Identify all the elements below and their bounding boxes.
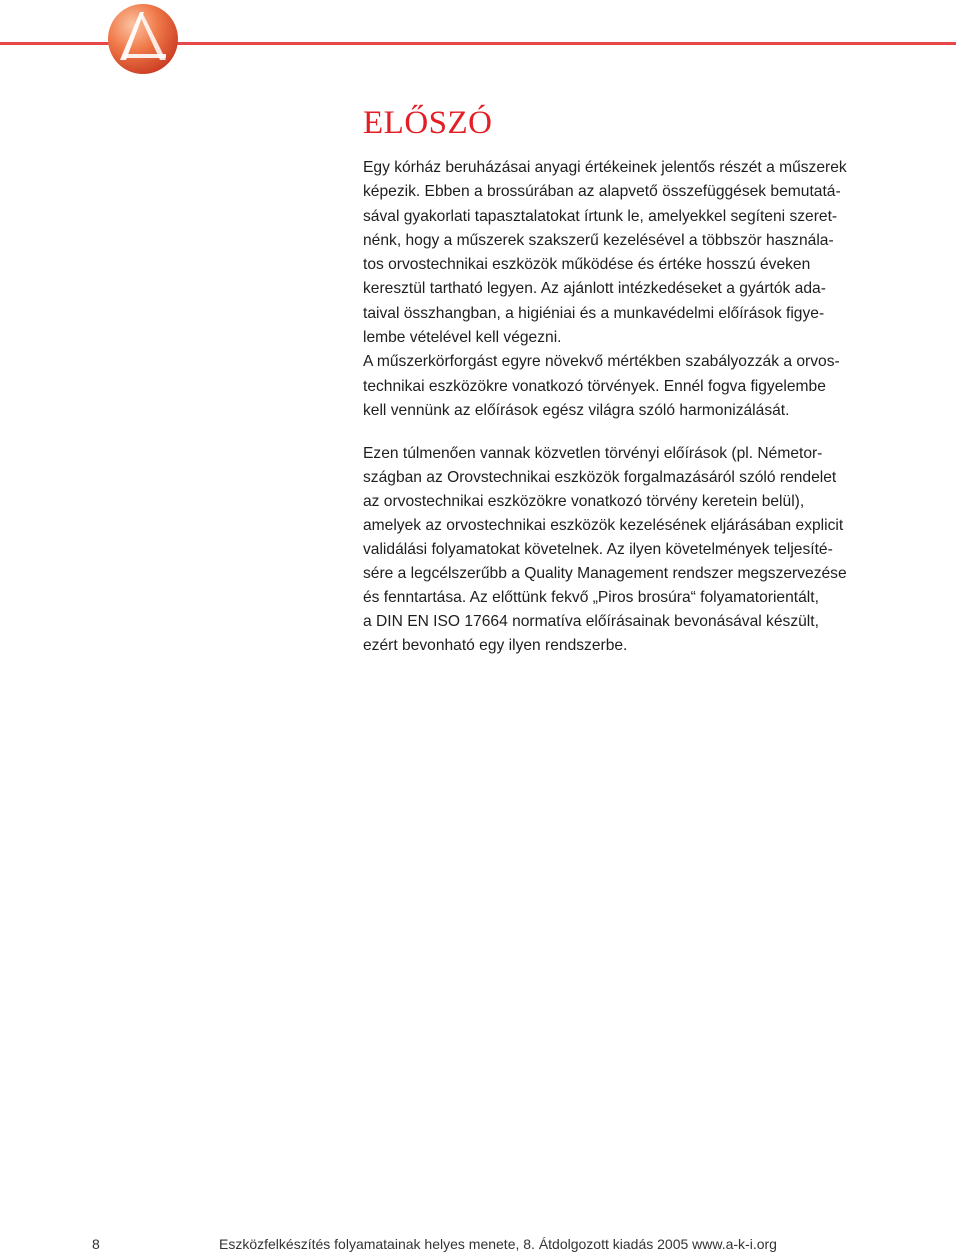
text-line: a DIN EN ISO 17664 normatíva előírásainak bevonásával készült, bbox=[363, 613, 819, 630]
footer-text: Eszközfelkészítés folyamatainak helyes menete, 8. Átdolgozott kiadás 2005 www.a-k-i.org bbox=[219, 1236, 777, 1252]
text-line: keresztül tartható legyen. Az ajánlott intézkedéseket a gyártók ada- bbox=[363, 280, 826, 298]
text-line: sére a legcélszerűbb a Quality Management rendszer megszervezése bbox=[363, 565, 847, 582]
text-line: nénk, hogy a műszerek szakszerű kezelésével a többször használa- bbox=[363, 231, 834, 249]
text-line: amelyek az orvostechnikai eszközök kezelésének eljárásában explicit bbox=[363, 517, 844, 534]
page-title: ELŐSZÓ bbox=[363, 105, 493, 141]
text-line: és fenntartása. Az előttünk fekvő „Piros brosúra“ folyamatorientált, bbox=[363, 589, 819, 606]
text-line: sával gyakorlati tapasztalatokat írtunk le, amelyekkel segíteni szeret- bbox=[363, 207, 838, 225]
second-paragraph bbox=[363, 442, 863, 658]
text-line: Ezen túlmenően vannak közvetlen törvényi előírások (pl. Németor- bbox=[363, 445, 823, 462]
text-line: A műszerkörforgást egyre növekvő mértékben szabályozzák a orvos- bbox=[363, 353, 840, 371]
text-line: Egy kórház beruházásai anyagi értékeinek jelentős részét a műszerek bbox=[363, 159, 847, 176]
text-line: tos orvostechnikai eszközök működése és értéke hosszú éveken bbox=[363, 256, 811, 274]
text-line: képezik. Ebben a brossúrában az alapvető összefüggések bemutatá- bbox=[363, 183, 841, 201]
text-line: szágban az Orovstechnikai eszközök forgalmazásáról szóló rendelet bbox=[363, 469, 837, 486]
logo bbox=[106, 2, 180, 76]
text-line: technikai eszközökre vonatkozó törvények. Ennél fogva figyelembe bbox=[363, 377, 826, 395]
intro-paragraph bbox=[363, 156, 863, 423]
text-line: lembe vételével kell végezni. bbox=[363, 329, 562, 347]
page-number: 8 bbox=[92, 1236, 100, 1252]
text-line: ezért bevonható egy ilyen rendszerbe. bbox=[363, 637, 628, 654]
text-line: az orvostechnikai eszközökre vonatkozó törvény keretein belül), bbox=[363, 493, 805, 510]
logo-icon bbox=[106, 2, 180, 76]
text-line: kell vennünk az előírások egész világra szóló harmonizálását. bbox=[363, 401, 790, 419]
text-line: validálási folyamatokat követelnek. Az ilyen követelmények teljesíté- bbox=[363, 541, 833, 558]
text-line: taival összhangban, a higiéniai és a munkavédelmi előírások figye- bbox=[363, 304, 825, 322]
